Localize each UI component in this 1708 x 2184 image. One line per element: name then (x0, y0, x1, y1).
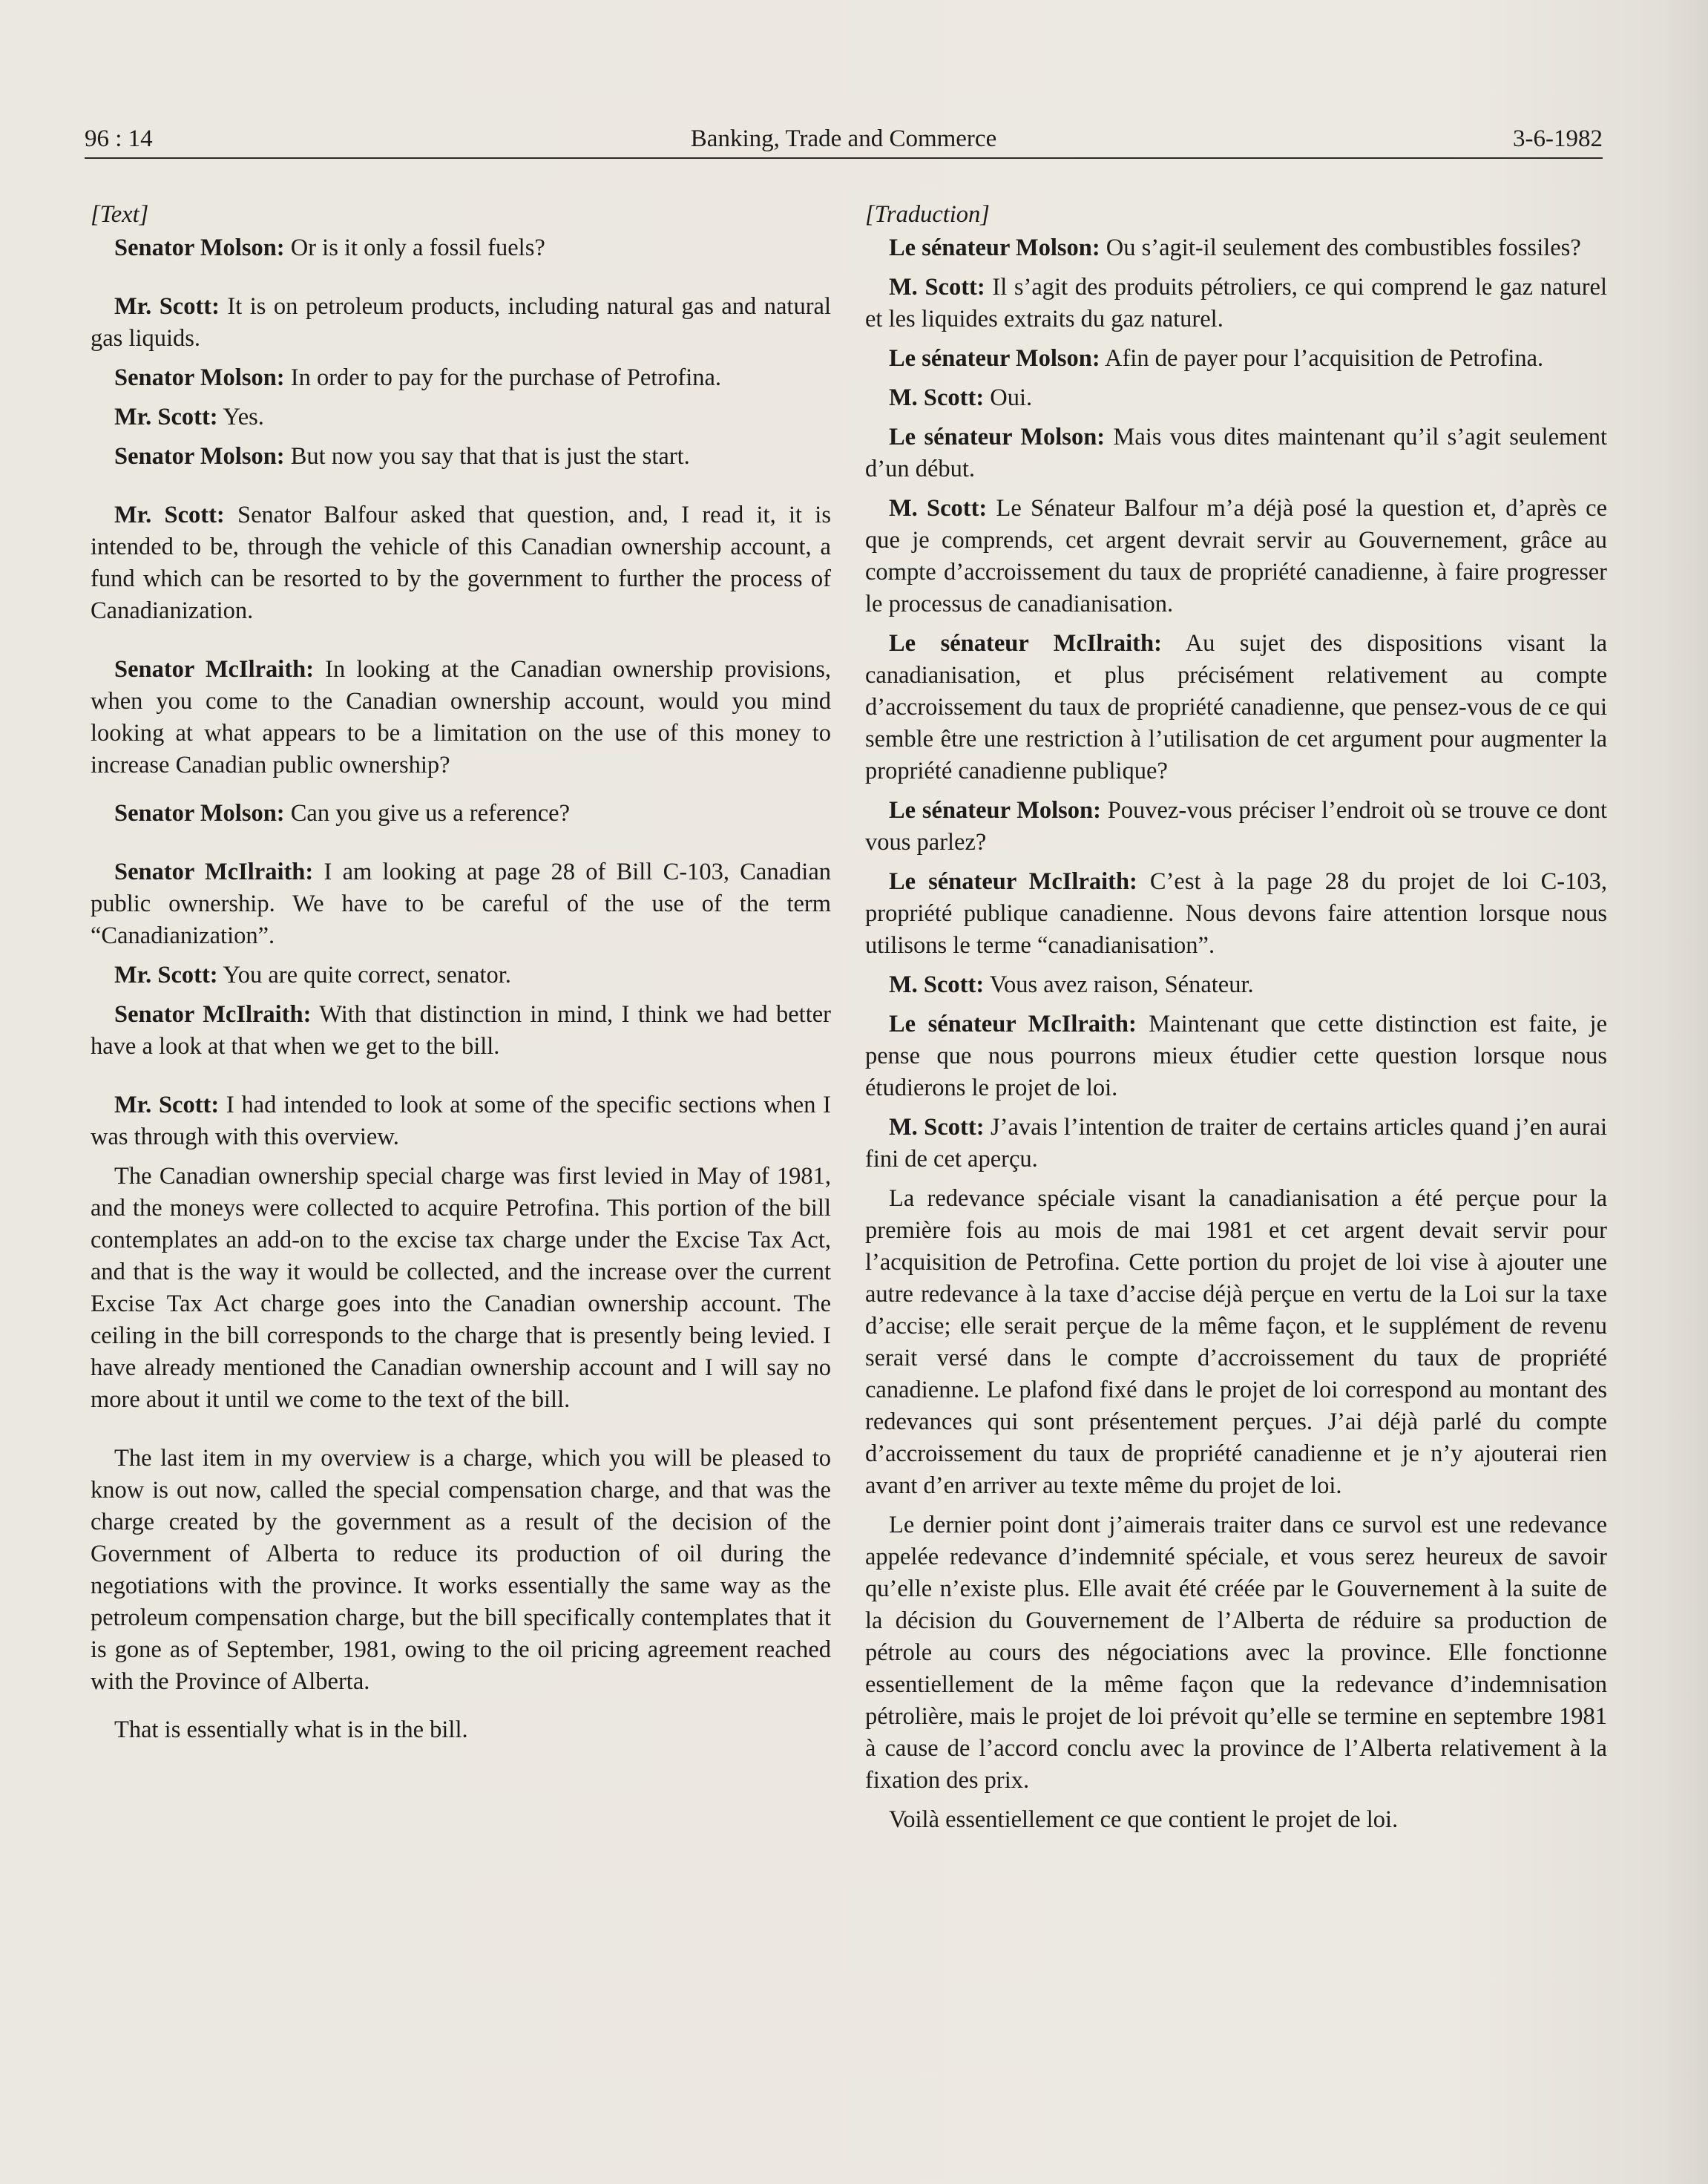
narrative-paragraph (865, 1183, 1607, 1502)
speaker-name: Le sénateur Molson: (889, 235, 1100, 261)
transcript-paragraph (865, 422, 1607, 485)
speaker-name: Senator Molson: (114, 364, 285, 391)
transcript-paragraph (91, 856, 831, 952)
speech-text: But now you say that that is just the start. (284, 443, 690, 470)
speech-text: Or is it only a fossil fuels? (284, 235, 545, 261)
speaker-name: Senator McIlraith: (114, 656, 315, 683)
transcript-paragraph (865, 795, 1607, 859)
speech-text: Afin de payer pour l’acquisition de Petrofina. (1100, 345, 1544, 372)
transcript-paragraph (865, 1112, 1607, 1175)
speech-text: Il s’agit des produits pétroliers, ce qui comprend le gaz naturel et les liquides extraits du gaz naturel. (865, 274, 1607, 332)
speaker-name: Mr. Scott: (114, 293, 220, 320)
speaker-name: Senator McIlraith: (114, 859, 314, 885)
speech-text: Senator Balfour asked that question, and, I read it, it is intended to be, through the vehicle of this Canadian ownership account, a fund which can be resorted to by the government to further the process of Canadianization. (91, 502, 831, 624)
transcript-paragraph (91, 960, 831, 991)
transcript-paragraph (865, 343, 1607, 375)
transcript-paragraph (865, 232, 1607, 264)
language-tag: [Traduction] (865, 201, 990, 228)
speech-text: Oui. (984, 384, 1033, 411)
narrative-paragraph (865, 1804, 1607, 1836)
speaker-name: M. Scott: (889, 1114, 985, 1141)
speech-text: You are quite correct, senator. (217, 962, 511, 988)
page-header (85, 120, 1603, 157)
transcript-paragraph (91, 798, 831, 830)
transcript-paragraph (865, 382, 1607, 414)
french-column (865, 199, 1607, 1836)
speech-text: Le Sénateur Balfour m’a déjà posé la question et, d’après ce que je comprends, cet argent devrait servir au Gouvernement, grâce au compte d’accroissement du taux de propriété canadienne, à faire progresser le processus de canadianisation. (865, 495, 1607, 617)
english-column (91, 199, 831, 1746)
transcript-paragraph (865, 866, 1607, 962)
speech-text: C’est à la page 28 du projet de loi C-103, propriété publique canadienne. Nous devons faire attention lorsque nous utilisons le terme “canadianisation”. (865, 868, 1607, 959)
page-number: 96 : 14 (85, 125, 153, 152)
transcript-paragraph (91, 441, 831, 473)
transcript-paragraph (865, 969, 1607, 1001)
speaker-name: Le sénateur Molson: (889, 797, 1101, 824)
narrative-paragraph (91, 1161, 831, 1416)
speaker-name: Le sénateur McIlraith: (889, 1011, 1137, 1037)
speech-text: Le dernier point dont j’aimerais traiter dans ce survol est une redevance appelée redevance d’indemnité spéciale, et vous serez heureux de savoir qu’elle n’existe plus. Elle avait été créée par le Gouvernement à la suite de la décision du Gouvernement de l’Alberta de réduire sa production de pétrole au cours des négociations avec la province. Elle fonctionne essentiellement de la même façon que la redevance d’indemnisation pétrolière, mais le projet de loi prévoit qu’elle se termine en septembre 1981 à cause de l’accord conclu avec la province de l’Alberta relativement à la fixation des prix. (865, 1512, 1607, 1794)
speech-text: The Canadian ownership special charge was first levied in May of 1981, and the moneys were collected to acquire Petrofina. This portion of the bill contemplates an add-on to the excise tax charge under the Excise Tax Act, and that is the way it would be collected, and the increase over the current Excise Tax Act charge goes into the Canadian ownership account. The ceiling in the bill corresponds to the charge that is presently being levied. I have already mentioned the Canadian ownership account and I will say no more about it until we come to the text of the bill. (91, 1163, 831, 1413)
running-title: Banking, Trade and Commerce (690, 125, 997, 152)
transcript-paragraph (91, 1089, 831, 1153)
speech-text: Voilà essentiellement ce que contient le projet de loi. (889, 1806, 1399, 1833)
speech-text: J’avais l’intention de traiter de certains articles quand j’en aurai fini de cet aperçu. (865, 1114, 1607, 1173)
transcript-paragraph (91, 499, 831, 627)
narrative-paragraph (865, 1509, 1607, 1797)
speaker-name: M. Scott: (889, 274, 985, 301)
speech-text: Ou s’agit-il seulement des combustibles fossiles? (1100, 235, 1581, 261)
speech-text: In looking at the Canadian ownership provisions, when you come to the Canadian ownership account, would you mind looking at what appears to be a limitation on the use of this money to increase Canadian public ownership? (91, 656, 831, 778)
speech-text: Yes. (217, 404, 264, 430)
speaker-name: Le sénateur McIlraith: (889, 630, 1162, 657)
speech-text: Can you give us a reference? (284, 800, 571, 827)
transcript-paragraph (91, 232, 831, 264)
speech-text: Mais vous dites maintenant qu’il s’agit seulement d’un début. (865, 424, 1607, 482)
speech-text: In order to pay for the purchase of Petrofina. (284, 364, 722, 391)
speech-text: Maintenant que cette distinction est faite, je pense que nous pourrons mieux étudier cette question lorsque nous étudierons le projet de loi. (865, 1011, 1607, 1101)
speech-text: It is on petroleum products, including natural gas and natural gas liquids. (91, 293, 831, 352)
transcript-paragraph (91, 362, 831, 394)
speaker-name: Senator McIlraith: (114, 1001, 312, 1028)
speech-text: The last item in my overview is a charge, which you will be pleased to know is out now, called the special compensation charge, and that was the charge created by the government as a result of the decision of the Government of Alberta to reduce its production of oil during the negotiations with the province. It works essentially the same way as the petroleum compensation charge, but the bill specifically contemplates that it is gone as of September, 1981, owing to the oil pricing agreement reached with the Province of Alberta. (91, 1445, 831, 1695)
language-tag: [Text] (91, 201, 149, 228)
speaker-name: Mr. Scott: (114, 502, 225, 528)
transcript-paragraph (91, 401, 831, 433)
transcript-paragraph (91, 999, 831, 1063)
transcript-paragraph (865, 272, 1607, 335)
speech-text: That is essentially what is in the bill. (114, 1716, 468, 1743)
speech-text: I am looking at page 28 of Bill C-103, Canadian public ownership. We have to be careful of the use of the term “Canadianization”. (91, 859, 831, 949)
speaker-name: Mr. Scott: (114, 1092, 220, 1118)
speech-text: I had intended to look at some of the specific sections when I was through with this overview. (91, 1092, 832, 1150)
speaker-name: Mr. Scott: (114, 404, 218, 430)
speech-text: Au sujet des dispositions visant la canadianisation, et plus précisément relativement au compte d’accroissement du taux de propriété canadienne, que pensez-vous de ce qui semble être une restriction à l’utilisation de cet argument pour augmenter la propriété canadienne publique? (865, 630, 1607, 784)
transcript-paragraph (91, 654, 831, 781)
header-date: 3-6-1982 (1513, 125, 1603, 152)
speaker-name: Le sénateur McIlraith: (889, 868, 1137, 895)
speaker-name: M. Scott: (889, 495, 988, 522)
speaker-name: Le sénateur Molson: (889, 345, 1100, 372)
speech-text: La redevance spéciale visant la canadianisation a été perçue pour la première fois au mois de mai 1981 et cet argent devait servir pour l’acquisition de Petrofina. Cette portion du projet de loi vise à ajouter une autre redevance à la taxe d’accise déjà perçue en vertu de la Loi sur la taxe d’accise; elle serait perçue de la même façon, et le supplément de revenu serait versé dans le compte d’accroissement du taux de propriété canadienne. Le plafond fixé dans le projet de loi correspond au montant des redevances qui sont présentement perçues. J’ai déjà parlé du compte d’accroissement du taux de propriété canadienne et je n’y ajouterai rien avant d’en arriver au texte même du projet de loi. (865, 1185, 1607, 1499)
speech-text: Vous avez raison, Sénateur. (984, 971, 1254, 998)
speaker-name: Mr. Scott: (114, 962, 218, 988)
narrative-paragraph (91, 1714, 831, 1746)
speech-text: Pouvez-vous préciser l’endroit où se trouve ce dont vous parlez? (865, 797, 1607, 856)
speaker-name: M. Scott: (889, 971, 985, 998)
speaker-name: Senator Molson: (114, 443, 285, 470)
speaker-name: Le sénateur Molson: (889, 424, 1106, 450)
transcript-paragraph (865, 493, 1607, 620)
speaker-name: Senator Molson: (114, 235, 285, 261)
speaker-name: Senator Molson: (114, 800, 285, 827)
narrative-paragraph (91, 1443, 831, 1698)
speaker-name: M. Scott: (889, 384, 985, 411)
speech-text: With that distinction in mind, I think we had better have a look at that when we get to the bill. (91, 1001, 831, 1060)
transcript-paragraph (865, 628, 1607, 787)
header-rule (85, 157, 1603, 159)
transcript-paragraph (91, 291, 831, 355)
transcript-paragraph (865, 1009, 1607, 1104)
